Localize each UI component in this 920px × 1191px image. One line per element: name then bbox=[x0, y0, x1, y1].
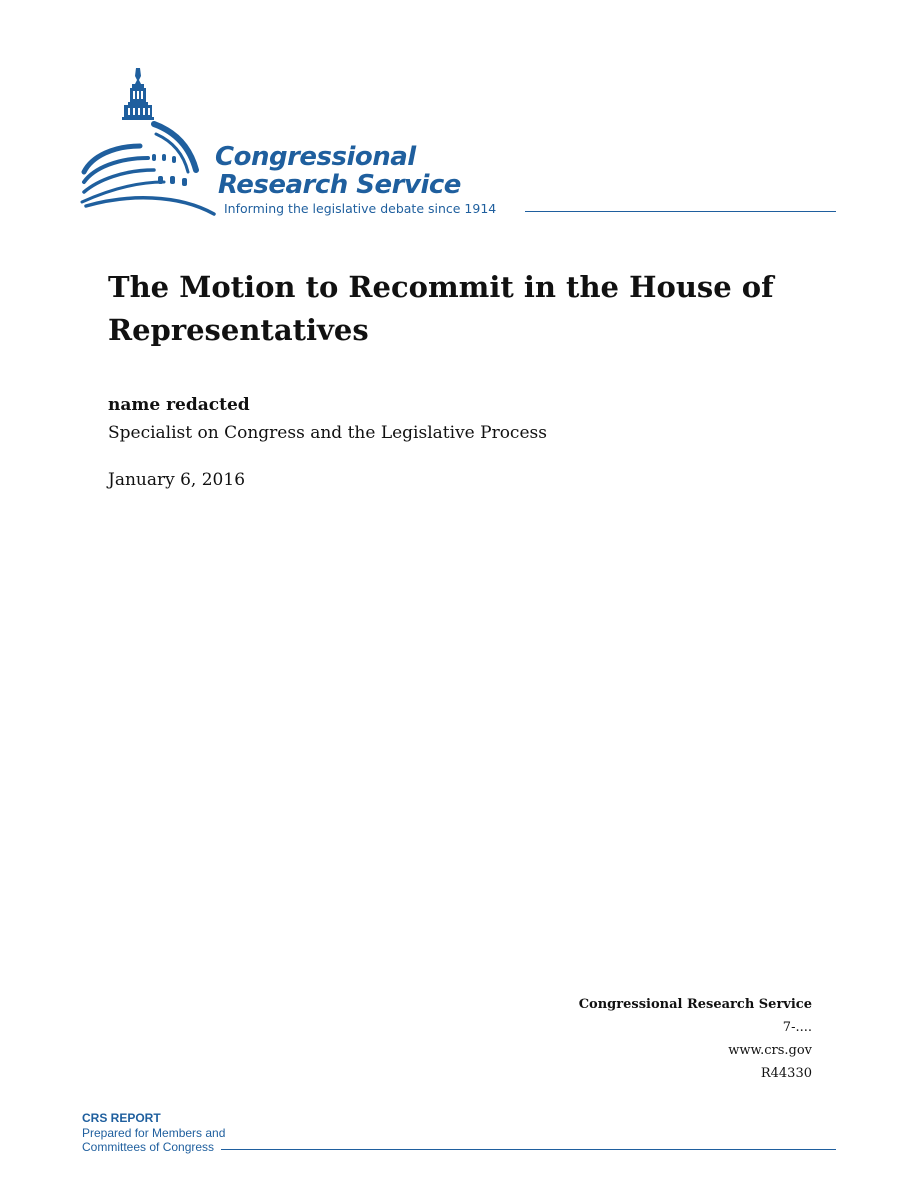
publisher-phone: 7-.... bbox=[782, 1020, 812, 1035]
footer-line3: Committees of Congress bbox=[82, 1140, 215, 1154]
footer-report-label: CRS REPORT bbox=[82, 1111, 161, 1125]
publisher-name: Congressional Research Service bbox=[578, 997, 812, 1012]
report-title: The Motion to Recommit in the House of Representatives bbox=[108, 270, 774, 347]
capitol-dome-icon bbox=[78, 66, 218, 218]
brand-name-line1: Congressional bbox=[215, 142, 416, 172]
brand-name-line2: Research Service bbox=[218, 170, 461, 200]
report-date: January 6, 2016 bbox=[108, 470, 246, 490]
brand-tagline: Informing the legislative debate since 1914 bbox=[224, 201, 497, 216]
publisher-block bbox=[579, 993, 812, 1085]
report-number: R44330 bbox=[760, 1066, 812, 1081]
author-name: name redacted bbox=[108, 395, 250, 415]
footer-line2: Prepared for Members and bbox=[82, 1126, 226, 1140]
footer-rule bbox=[221, 1149, 836, 1150]
header-rule bbox=[525, 211, 836, 212]
author-title: Specialist on Congress and the Legislative Process bbox=[108, 423, 547, 443]
publisher-website: www.crs.gov bbox=[728, 1043, 812, 1058]
